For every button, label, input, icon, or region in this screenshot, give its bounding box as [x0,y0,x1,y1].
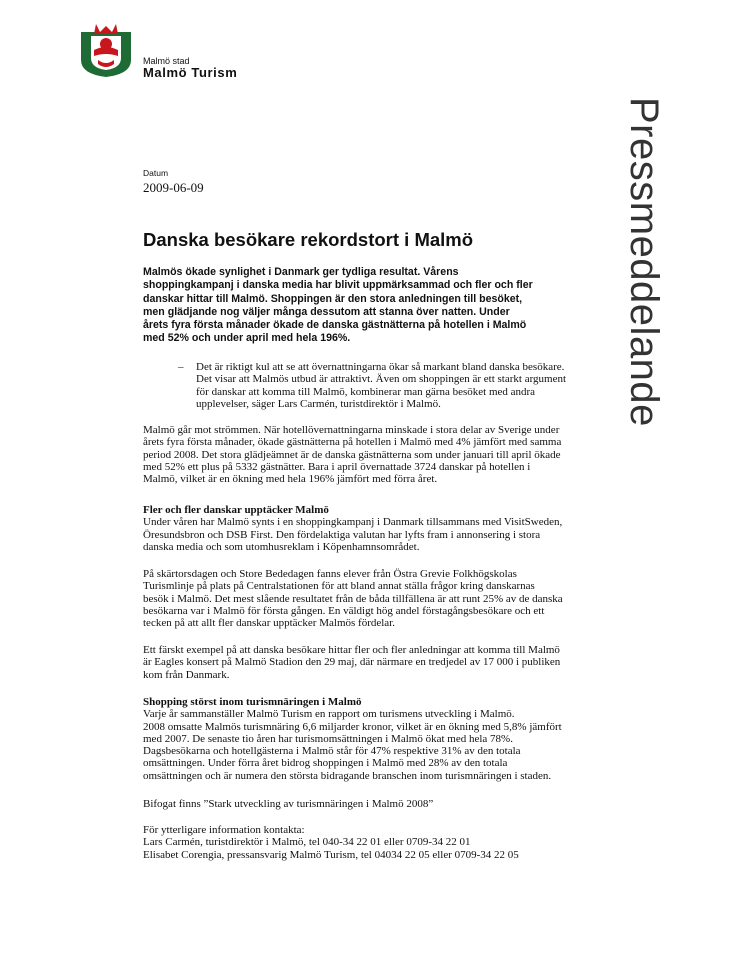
text-line: Varje år sammanställer Malmö Turism en rapport om turismens utveckling i Malmö. [143,708,515,721]
text-line: är Eagles konsert på Malmö Stadion den 29 maj, där närmare en tredjedel av 17 000 i publiken [143,656,561,669]
quote [196,361,566,410]
contact-line: Lars Carmén, turistdirektör i Malmö, tel 040-34 22 01 eller 0709-34 22 01 [143,836,471,849]
text-line: årets fyra första månader, ökade gästnätterna på hotellen i Malmö med 4% jämfört med samma [143,436,562,449]
text-line: period 2008. Det stora glädjeämnet är de danska gästnätterna som under januari till april ökade [143,448,561,461]
lead-line: Malmös ökade synlighet i Danmark ger tydliga resultat. Vårens [143,266,459,278]
text-line: Turismlinje på plats på Centralstationen för att bland annat ställa frågor kring danskarnas [143,580,535,593]
org-small-name: Malmö stad [143,56,190,66]
text-line: Dagsbesökarna och hotellgästerna i Malmö står för 47% respektive 31% av den totala [143,745,521,758]
text-line: med 2007. De senaste tio åren har turismomsättningen i Malmö ökat med hela 78%. [143,732,513,745]
text-line: med 52% ett plus på 5332 gästnätter. Bara i april övernattade 3724 danskar på hotellen i [143,460,531,473]
paragraph-survey [143,568,563,629]
lead-line: danskar hittar till Malmö. Shoppingen är den stora anledningen till besöket, [143,292,523,305]
headline: Danska besökare rekordstort i Malmö [143,229,474,250]
quote-line: Det visar att Malmös utbud är attraktivt. Även om shoppingen är ett starkt argument [196,373,567,386]
text-line: danska media och som utomhusreklam i Köpenhamnsområdet. [143,540,420,553]
lead-line: shoppingkampanj i danska media har blivit uppmärksammad och fler och fler [143,279,533,292]
quote-line: för danskar att komma till Malmö, kombinerar man gärna besöket med andra [196,385,536,398]
text-line: besök i Malmö. Det mest slående resultatet från de båda tillfällena är att runt 25% av de danska [143,592,563,605]
text-line: besökarna var i Malmö för första gången. En väldigt hög andel förstagångsbesökare och ett [143,604,545,617]
text-line: 2008 omsatte Malmös turismnäring 6,6 miljarder kronor, vilket är en ökning med 5,8% jämfört [143,720,562,733]
paragraph-eagles [143,644,560,681]
text-line: omsättningen och är numera den största bidragande branschen inom turismnäringen i staden. [143,769,552,782]
text-line: På skärtorsdagen och Store Bededagen fanns elever från Östra Grevie Folkhögskolas [143,568,517,580]
lead-paragraph [143,266,573,346]
section-heading: Fler och fler danskar upptäcker Malmö [143,504,329,516]
lead-line: men glädjande nog väljer många dessutom att stanna över natten. Under [143,305,510,318]
contact-info [143,824,519,861]
section-danskar [143,504,562,553]
text-line: kom från Danmark. [143,668,230,681]
section-heading: Shopping störst inom turismnäringen i Malmö [143,696,362,708]
text-line: tecken på att allt fler danskar upptäcker Malmös fördelar. [143,617,395,630]
paragraph-intro [143,424,561,485]
lead-line: årets fyra första månader ökade de danska gästnätterna på hotellen i Malmö [143,319,527,332]
malmo-coat-of-arms-icon [80,22,132,78]
text-line: Ett färskt exempel på att danska besökare hittar fler och fler anledningar att komma till Malmö [143,644,560,656]
text-line: omsättningen. Under förra året bidrog shoppingen i Malmö med 28% av den totala [143,757,508,770]
text-line: Malmö går mot strömmen. När hotellövernattningarna minskade i stora delar av Sverige under [143,424,560,436]
attachment-note [143,798,433,810]
text-line: Under våren har Malmö synts i en shoppingkampanj i Danmark tillsammans med VisitSweden, [143,516,563,529]
quote-line: Det är riktigt kul att se att övernattningarna ökar så markant bland danska besökare. [196,361,565,373]
lead-line: med 52% och under april med hela 196%. [143,332,351,345]
text-line: Malmö, vilket är en ökning med hela 196% jämfört med förra året. [143,473,438,486]
contact-intro: För ytterligare information kontakta: [143,824,305,836]
text-line: Bifogat finns ”Stark utveckling av turismnäringen i Malmö 2008” [143,798,434,810]
quote-line: upplevelser, säger Lars Carmén, turistdirektör i Malmö. [196,397,441,410]
date-value: 2009-06-09 [143,180,204,195]
org-name: Malmö Turism [143,65,238,80]
section-shopping [143,696,562,782]
side-label: Pressmeddelande [622,97,666,427]
date-label: Datum [143,168,169,178]
text-line: Öresundsbron och DSB First. Den fördelaktiga valutan har lyfts fram i annonsering i stora [143,528,541,541]
quote-dash: – [178,361,184,373]
contact-line: Elisabet Corengia, pressansvarig Malmö Turism, tel 04034 22 05 eller 0709-34 22 05 [143,848,519,861]
